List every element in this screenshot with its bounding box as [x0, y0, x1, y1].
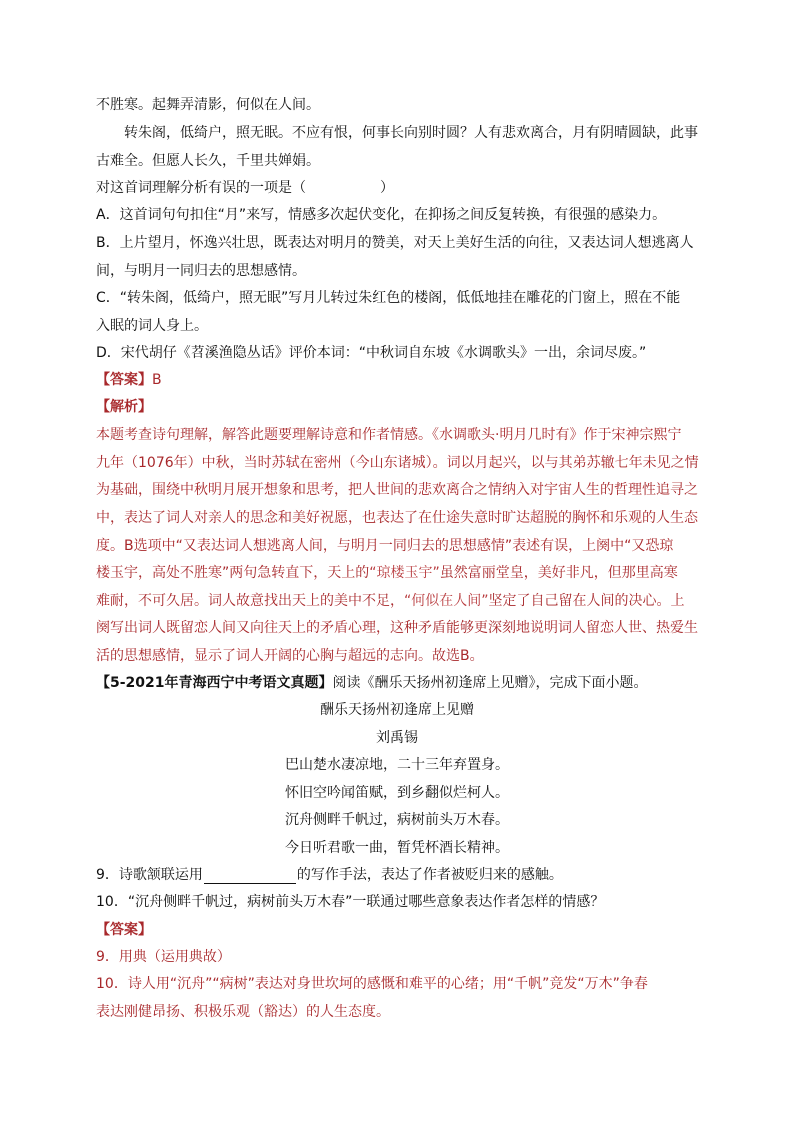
- question-5-text: 阅读《酬乐天扬州初逢席上见赠》，完成下面小题。: [332, 675, 648, 691]
- analysis-line: 阕写出词人既留恋人间又向往天上的矛盾心理，这种矛盾能够更深刻地说明词人留恋人世、热爱生: [96, 620, 698, 636]
- option-d: D．宋代胡仔《苕溪渔隐丛话》评价本词：“中秋词自东坡《水调歌头》一出，余词尽废。”: [96, 345, 647, 361]
- question-source-tag: 【5-2021年青海西宁中考语文真题】: [96, 675, 333, 691]
- poem-line: 今日听君歌一曲，暂凭杯酒长精神。: [285, 840, 509, 856]
- analysis-quote: “琼楼玉宇”: [369, 565, 440, 581]
- poem-line: 不胜寒。起舞弄清影，何似在人间。: [96, 97, 320, 113]
- analysis-text: 楼玉宇，高处不胜寒”两句急转直下，天上的: [96, 565, 370, 581]
- question-9-suffix: 的写作手法，表达了作者被贬归来的感触。: [296, 867, 563, 883]
- question-10: 10．“沉舟侧畔千帆过，病树前头万木春”一联通过哪些意象表达作者怎样的情感？: [96, 894, 605, 910]
- analysis-line: 中，表达了词人对亲人的思念和美好祝愿，也表达了在仕途失意时旷达超脱的胸怀和乐观的人生态: [96, 510, 698, 526]
- answer-10: 10．诗人用“沉舟”“病树”表达对身世坎坷的感慨和难平的心绪；用“千帆”竞发“万木”争春: [96, 976, 648, 992]
- option-a: A．这首词句句扣住“月”来写，情感多次起伏变化，在抑扬之间反复转换，有很强的感染力。: [96, 207, 667, 223]
- analysis-line: [96, 592, 706, 610]
- answer-10-cont: 表达刚健昂扬、积极乐观（豁达）的人生态度。: [96, 1004, 390, 1020]
- option-b-cont: 间，与明月一同归去的思想感情。: [96, 263, 306, 279]
- poem-line: 古难全。但愿人长久，千里共婵娟。: [96, 153, 320, 169]
- answer-label: 【答案】: [96, 372, 152, 388]
- analysis-line: [96, 564, 706, 582]
- analysis-line: 活的思想感情，显示了词人开阔的心胸与超远的志向。故选B。: [96, 648, 484, 664]
- analysis-label: 【解析】: [96, 399, 152, 415]
- analysis-line: 九年（1076年）中秋，当时苏轼在密州（今山东诸城）。词以月起兴，以与其弟苏辙七年未见之情: [96, 455, 699, 471]
- poem-title: 酬乐天扬州初逢席上见赠: [320, 702, 474, 718]
- poem-line: 怀旧空吟闻笛赋，到乡翻似烂柯人。: [285, 785, 509, 801]
- question-5-header: [96, 674, 706, 692]
- question-stem-text: 对这首词理解分析有误的一项是（: [96, 180, 306, 196]
- option-b: B．上片望月，怀逸兴壮思，既表达对明月的赞美，对天上美好生活的向往，又表达词人想逃离人: [96, 235, 694, 251]
- answer-label: 【答案】: [96, 922, 152, 938]
- poem-line: 沉舟侧畔千帆过，病树前头万木春。: [285, 812, 509, 828]
- analysis-text: 难耐，不可久居。词人故意找出天上的美中不足，: [96, 593, 404, 609]
- poem-author: 刘禹锡: [376, 730, 418, 746]
- answer-line: [96, 371, 706, 389]
- analysis-line: 为基础，围绕中秋明月展开想象和思考，把人世间的悲欢离合之情纳入对宇宙人生的哲理性追寻之: [96, 482, 698, 498]
- answer-9: 9．用典（运用典故）: [96, 949, 231, 965]
- analysis-line: 本题考查诗句理解，解答此题要理解诗意和作者情感。《水调歌头·明月几时有》作于宋神宗熙宁: [96, 427, 682, 443]
- answer-value: B: [152, 372, 162, 388]
- question-stem-close: ）: [380, 180, 394, 196]
- question-stem: [96, 179, 706, 197]
- question-9-prefix: 9．诗歌颔联运用: [96, 867, 203, 883]
- analysis-text: 虽然富丽堂皇，美好非凡，但那里高寒: [439, 565, 678, 581]
- analysis-text: 坚定了自己留在人间的决心。上: [488, 593, 685, 609]
- option-c-cont: 入眠的词人身上。: [96, 318, 208, 334]
- answer-blank[interactable]: [204, 869, 296, 884]
- analysis-quote: “何似在人间”: [404, 593, 489, 609]
- poem-line: 巴山楚水凄凉地，二十三年弃置身。: [285, 757, 509, 773]
- option-c: C．“转朱阁，低绮户，照无眠”写月儿转过朱红色的楼阁，低低地挂在雕花的门窗上，照在不能: [96, 290, 681, 306]
- poem-line: 转朱阁，低绮户，照无眠。不应有恨，何事长向别时圆？人有悲欢离合，月有阴晴圆缺，此事: [124, 125, 698, 141]
- analysis-line: 度。B选项中“又表达词人想逃离人间，与明月一同归去的思想感情”表述有误，上阕中“又恐琼: [96, 538, 674, 554]
- question-9: [96, 866, 706, 884]
